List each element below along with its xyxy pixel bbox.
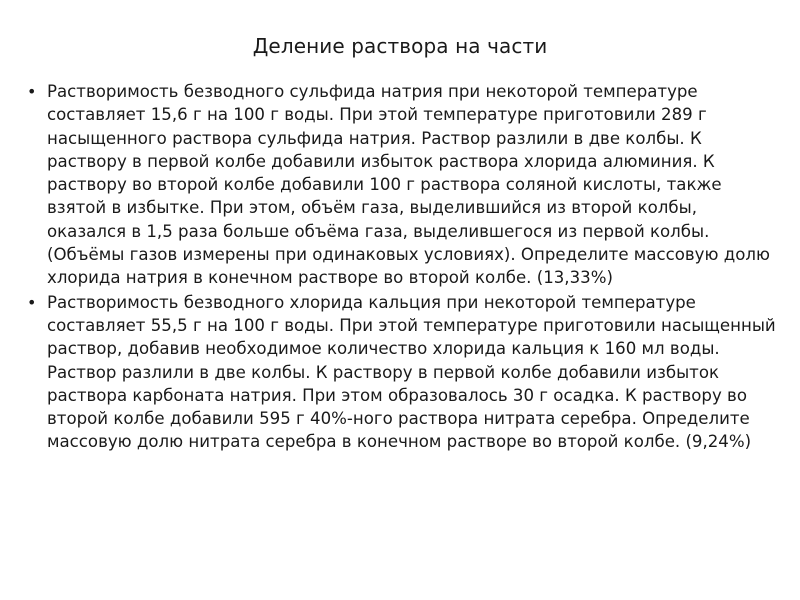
bullet-marker: • <box>27 292 37 312</box>
slide-title: Деление раствора на части <box>252 34 548 58</box>
bullet-text: Растворимость безводного сульфида натрия при некоторой температуре составляет 15,6 г на 100 г воды. При этой температуре приготовили 289 г насыщенного раствора сульфида натрия. Раствор разлили в две колбы. К раствору в первой колбе добавили избыток раствора хлорида алюминия. К раствору во второй колбе добавили 100 г раствора соляной кислоты, также взятой в избытке. При этом, объём газа, выделившийся из второй колбы, оказался в 1,5 раза больше объёма газа, выделившегося из первой колбы. (Объёмы газов измерены при одинаковых условиях). Определите массовую долю хлорида натрия в конечном растворе во второй колбе. (13,33%) <box>47 82 770 288</box>
bullet-list <box>27 80 777 454</box>
bullet-item-2 <box>27 291 777 454</box>
bullet-marker: • <box>27 82 37 101</box>
bullet-text: Растворимость безводного хлорида кальция при некоторой температуре составляет 55,5 г на 100 г воды. При этой температуре приготовили насыщенный раствор, добавив необходимое количество хлорида кальция к 160 мл воды. Раствор разлили в две колбы. К раствору в первой колбе добавили избыток раствора карбоната натрия. При этом образовалось 30 г осадка. К раствору во второй колбе добавили 595 г 40%-ного раствора нитрата серебра. Определите массовую долю нитрата серебра в конечном растворе во второй колбе. (9,24%) <box>47 292 776 452</box>
bullet-item-1 <box>27 80 777 290</box>
